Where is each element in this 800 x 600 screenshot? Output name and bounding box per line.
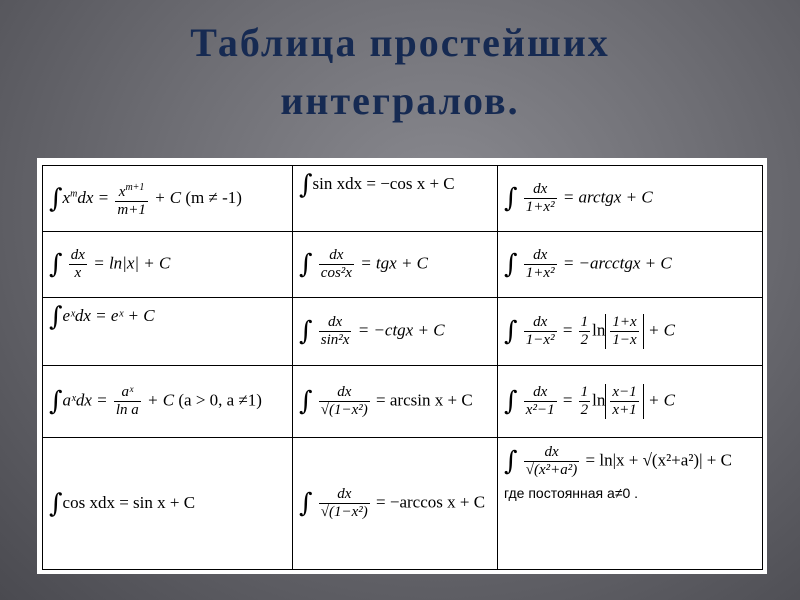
formula-part: aˣ (114, 384, 141, 402)
formula-part: m+1 (117, 201, 146, 218)
integral-sign: ∫ (299, 316, 313, 347)
formula-part: = arctgx + C (562, 187, 653, 207)
formula-part: dx (319, 384, 370, 402)
formula-part: = −arccos x + C (376, 492, 486, 512)
fraction (579, 384, 591, 419)
formula-part: cos²x (320, 265, 352, 281)
formula-text: cos xdx = sin x + C (62, 492, 196, 512)
formula-part: x (74, 265, 82, 281)
formula-part: dx (524, 247, 557, 265)
formula-part: 1+x (612, 314, 637, 330)
formula-part: x²−1 (525, 402, 555, 418)
formula-part: + C (647, 320, 675, 340)
fraction (319, 384, 370, 419)
formula-part: x (118, 183, 126, 200)
formula-part: = (562, 390, 573, 410)
integral-sign: ∫ (299, 386, 313, 417)
table-row (43, 298, 763, 366)
formula-part: + C (647, 390, 675, 410)
formula-part: = tgx + C (360, 253, 429, 273)
formula-part: dx (319, 314, 352, 332)
integral-sign: ∫ (504, 446, 518, 477)
formula-part: 1−x² (525, 332, 555, 348)
formula-part: dx (319, 486, 370, 504)
fraction (524, 181, 557, 216)
integral-sign: ∫ (504, 249, 518, 280)
table-row (43, 166, 763, 232)
fraction (610, 384, 638, 419)
fraction (319, 486, 370, 521)
formula-part: 2 (580, 332, 589, 348)
formula-cell (43, 366, 293, 438)
formula-part: dx (524, 444, 580, 462)
fraction (524, 444, 580, 479)
formula-part: + C (154, 187, 182, 207)
integral-sign: ∫ (49, 386, 63, 417)
formula-part: ln (592, 320, 606, 340)
formula-part: dx (524, 384, 557, 402)
formula-cell (43, 232, 293, 298)
integral-sign: ∫ (49, 488, 63, 519)
fraction (319, 314, 352, 349)
formula-cell (293, 298, 498, 366)
fraction (524, 314, 557, 349)
formula-part: √(x²+a²) (525, 462, 578, 478)
formula-cell (43, 166, 293, 232)
title-line-2: интегралов. (280, 78, 520, 123)
formula-part: x (62, 187, 71, 207)
formula-part: = ln|x + √(x²+a²)| + C (585, 450, 732, 470)
formula-part: 1+x² (525, 199, 555, 215)
formula-cell (293, 166, 498, 232)
formula-part: 1 (580, 384, 589, 400)
formula-cell (43, 438, 293, 570)
formula-text: eˣdx = eˣ + C (62, 305, 155, 325)
table-row (43, 438, 763, 570)
formula-part: = −ctgx + C (357, 320, 445, 340)
formula-part: sin²x (320, 332, 350, 348)
formula-text: sin xdx = −cos x + C (312, 173, 455, 193)
integral-sign: ∫ (49, 249, 63, 280)
formula-condition: (m ≠ -1) (185, 187, 242, 207)
formula-part: x−1 (612, 384, 637, 400)
formula-part: 2 (580, 402, 589, 418)
integral-sign: ∫ (49, 183, 63, 214)
integral-sign: ∫ (504, 183, 518, 214)
formula-cell (498, 232, 763, 298)
formula-part: 1+x² (525, 265, 555, 281)
formula-cell (293, 232, 498, 298)
constant-note: где постоянная a≠0 . (504, 485, 639, 501)
formula-cell (498, 166, 763, 232)
formula-part: m (70, 187, 78, 199)
integral-sign: ∫ (49, 302, 63, 332)
formula-part: dx (70, 247, 85, 263)
formula-part: √(1−x²) (320, 504, 368, 520)
integral-sign: ∫ (299, 488, 313, 519)
formula-part: ln (592, 390, 606, 410)
formula-part: x+1 (612, 402, 637, 418)
fraction (524, 384, 557, 419)
formula-part: dx (319, 247, 354, 265)
fraction (524, 247, 557, 282)
formula-condition: (a > 0, a ≠1) (178, 390, 262, 410)
formula-part: aˣdx = (62, 390, 108, 410)
table-row (43, 366, 763, 438)
formula-cell (498, 366, 763, 438)
fraction (114, 384, 141, 419)
integral-sign: ∫ (299, 249, 313, 280)
formula-part: dx = (77, 187, 110, 207)
formula-part: √(1−x²) (320, 402, 368, 418)
formula-part: + C (147, 390, 175, 410)
fraction (69, 247, 87, 282)
integral-sign: ∫ (299, 170, 313, 200)
title-line-1: Таблица простейших (190, 20, 610, 65)
formula-part: = arcsin x + C (376, 390, 473, 410)
formula-cell (498, 298, 763, 366)
formula-part: m+1 (125, 181, 145, 193)
formula-part: = ln|x| + C (93, 253, 171, 273)
formula-part: = −arcctgx + C (562, 253, 672, 273)
formula-cell (293, 438, 498, 570)
table-row (43, 232, 763, 298)
integral-sign: ∫ (504, 316, 518, 347)
fraction (319, 247, 354, 282)
formula-part: ln a (115, 402, 139, 418)
formula-part: dx (524, 314, 557, 332)
formula-part: dx (524, 181, 557, 199)
formula-cell (498, 438, 763, 570)
formula-part: 1−x (612, 332, 637, 348)
formula-part: 1 (580, 314, 589, 330)
formula-cell (43, 298, 293, 366)
fraction (579, 314, 591, 349)
fraction (610, 314, 638, 349)
formula-part: = (562, 320, 573, 340)
fraction (115, 179, 147, 219)
formula-cell (293, 366, 498, 438)
integrals-table (42, 165, 763, 570)
slide-title (0, 14, 800, 130)
integral-sign: ∫ (504, 386, 518, 417)
